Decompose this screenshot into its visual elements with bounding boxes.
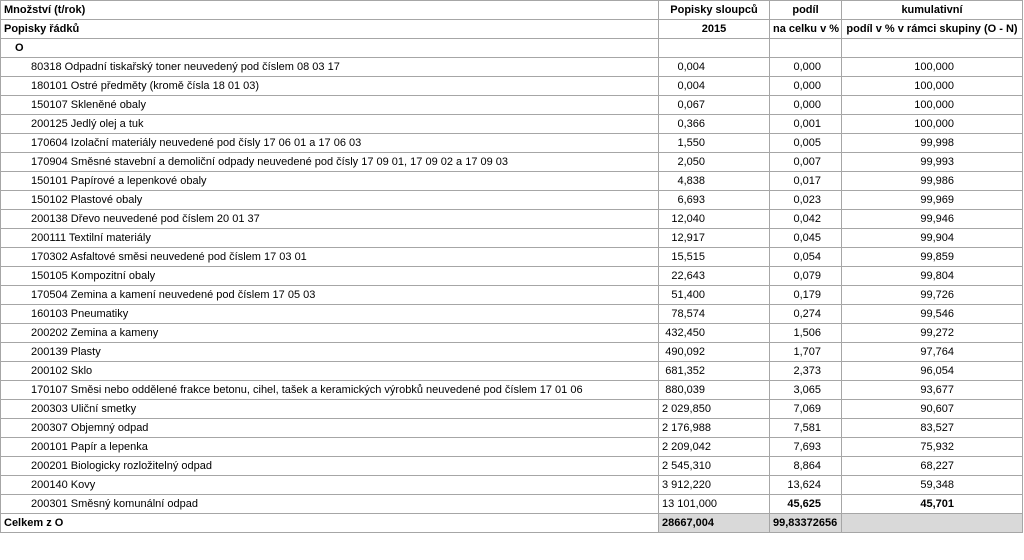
row-label-cell[interactable]: 150105 Kompozitní obaly: [1, 267, 659, 286]
total-row: [1, 514, 1023, 533]
row-quantity-cell[interactable]: 2 029,850: [659, 400, 770, 419]
header-share-cell[interactable]: podíl: [770, 1, 842, 20]
row-share-cell[interactable]: 7,693: [770, 438, 842, 457]
table-row: [1, 324, 1023, 343]
row-label-cell[interactable]: 200125 Jedlý olej a tuk: [1, 115, 659, 134]
table-row: [1, 362, 1023, 381]
row-share-cell[interactable]: 0,179: [770, 286, 842, 305]
row-label-cell[interactable]: 200101 Papír a lepenka: [1, 438, 659, 457]
row-label-cell[interactable]: 200139 Plasty: [1, 343, 659, 362]
table-row: [1, 495, 1023, 514]
row-share-cell[interactable]: 1,707: [770, 343, 842, 362]
row-quantity-cell[interactable]: 880,039: [659, 381, 770, 400]
header-share-of-total-cell[interactable]: na celku v %: [770, 20, 842, 39]
table-row: [1, 229, 1023, 248]
row-cumulative-cell[interactable]: 90,607: [842, 400, 1023, 419]
row-share-cell[interactable]: 0,274: [770, 305, 842, 324]
row-cumulative-cell[interactable]: 99,859: [842, 248, 1023, 267]
table-row: [1, 419, 1023, 438]
row-share-cell[interactable]: 0,000: [770, 58, 842, 77]
header-quantity-cell[interactable]: Množství (t/rok): [1, 1, 659, 20]
row-label-cell[interactable]: 180101 Ostré předměty (kromě čísla 18 01 03): [1, 77, 659, 96]
row-label-cell[interactable]: 150102 Plastové obaly: [1, 191, 659, 210]
group-row: [1, 39, 1023, 58]
row-label-cell[interactable]: 200140 Kovy: [1, 476, 659, 495]
row-share-cell[interactable]: 0,054: [770, 248, 842, 267]
header-year-cell[interactable]: 2015: [659, 20, 770, 39]
row-share-cell[interactable]: 0,023: [770, 191, 842, 210]
row-label-cell[interactable]: 200202 Zemina a kameny: [1, 324, 659, 343]
row-cumulative-cell[interactable]: 99,272: [842, 324, 1023, 343]
table-row: [1, 286, 1023, 305]
row-cumulative-cell[interactable]: 99,993: [842, 153, 1023, 172]
row-label-cell[interactable]: 170504 Zemina a kamení neuvedené pod číslem 17 05 03: [1, 286, 659, 305]
table-row: [1, 305, 1023, 324]
row-quantity-cell[interactable]: 3 912,220: [659, 476, 770, 495]
row-label-cell[interactable]: 200102 Sklo: [1, 362, 659, 381]
table-row: [1, 476, 1023, 495]
row-cumulative-cell[interactable]: 99,904: [842, 229, 1023, 248]
row-cumulative-cell[interactable]: 99,998: [842, 134, 1023, 153]
row-cumulative-cell[interactable]: 99,546: [842, 305, 1023, 324]
row-share-cell[interactable]: 7,069: [770, 400, 842, 419]
group-empty-cell[interactable]: [842, 39, 1023, 58]
row-quantity-cell[interactable]: 2 209,042: [659, 438, 770, 457]
row-cumulative-cell[interactable]: 100,000: [842, 115, 1023, 134]
row-quantity-cell[interactable]: 2,050: [659, 153, 770, 172]
row-quantity-cell[interactable]: 4,838: [659, 172, 770, 191]
row-quantity-cell[interactable]: 2 545,310: [659, 457, 770, 476]
row-label-cell[interactable]: 200111 Textilní materiály: [1, 229, 659, 248]
table-row: [1, 77, 1023, 96]
header-cumulative-share-cell[interactable]: podíl v % v rámci skupiny (O - N): [842, 20, 1023, 39]
row-label-cell[interactable]: 170107 Směsi nebo oddělené frakce betonu, cihel, tašek a keramických výrobků neuvedené pod číslem 17 01 06: [1, 381, 659, 400]
table-row: [1, 115, 1023, 134]
row-share-cell[interactable]: 0,017: [770, 172, 842, 191]
table-row: [1, 153, 1023, 172]
table-row: [1, 343, 1023, 362]
row-quantity-cell[interactable]: 681,352: [659, 362, 770, 381]
header-row-2: [1, 20, 1023, 39]
row-quantity-cell[interactable]: 432,450: [659, 324, 770, 343]
table-row: [1, 191, 1023, 210]
row-label-cell[interactable]: 150101 Papírové a lepenkové obaly: [1, 172, 659, 191]
row-cumulative-cell[interactable]: 100,000: [842, 96, 1023, 115]
row-label-cell[interactable]: 200301 Směsný komunální odpad: [1, 495, 659, 514]
header-row-1: [1, 1, 1023, 20]
row-share-cell[interactable]: 0,000: [770, 77, 842, 96]
row-share-cell[interactable]: 0,005: [770, 134, 842, 153]
table-row: [1, 267, 1023, 286]
row-cumulative-cell[interactable]: 75,932: [842, 438, 1023, 457]
row-label-cell[interactable]: 150107 Skleněné obaly: [1, 96, 659, 115]
group-empty-cell[interactable]: [659, 39, 770, 58]
row-cumulative-cell[interactable]: 99,726: [842, 286, 1023, 305]
total-share-cell[interactable]: 99,83372656: [770, 514, 842, 533]
row-label-cell[interactable]: 170604 Izolační materiály neuvedené pod čísly 17 06 01 a 17 06 03: [1, 134, 659, 153]
table-row: [1, 96, 1023, 115]
header-column-labels-cell[interactable]: Popisky sloupců: [659, 1, 770, 20]
header-row-labels-cell[interactable]: Popisky řádků: [1, 20, 659, 39]
row-share-cell[interactable]: 0,007: [770, 153, 842, 172]
row-cumulative-cell[interactable]: 96,054: [842, 362, 1023, 381]
row-share-cell[interactable]: 0,001: [770, 115, 842, 134]
row-label-cell[interactable]: 200307 Objemný odpad: [1, 419, 659, 438]
row-share-cell[interactable]: 2,373: [770, 362, 842, 381]
row-cumulative-cell[interactable]: 97,764: [842, 343, 1023, 362]
row-share-cell[interactable]: 7,581: [770, 419, 842, 438]
row-cumulative-cell[interactable]: 93,677: [842, 381, 1023, 400]
row-label-cell[interactable]: 170904 Směsné stavební a demoliční odpady neuvedené pod čísly 17 09 01, 17 09 02 a 17 09 03: [1, 153, 659, 172]
row-cumulative-cell[interactable]: 100,000: [842, 77, 1023, 96]
row-quantity-cell[interactable]: 12,040: [659, 210, 770, 229]
total-empty-cell[interactable]: [842, 514, 1023, 533]
group-empty-cell[interactable]: [770, 39, 842, 58]
row-cumulative-cell[interactable]: 68,227: [842, 457, 1023, 476]
header-cumulative-cell[interactable]: kumulativní: [842, 1, 1023, 20]
row-quantity-cell[interactable]: 51,400: [659, 286, 770, 305]
table-row: [1, 172, 1023, 191]
row-label-cell[interactable]: 200201 Biologicky rozložitelný odpad: [1, 457, 659, 476]
row-share-cell[interactable]: 0,042: [770, 210, 842, 229]
row-cumulative-cell[interactable]: 45,701: [842, 495, 1023, 514]
row-share-cell[interactable]: 0,045: [770, 229, 842, 248]
row-cumulative-cell[interactable]: 83,527: [842, 419, 1023, 438]
group-label-cell[interactable]: O: [1, 39, 659, 58]
row-quantity-cell[interactable]: 22,643: [659, 267, 770, 286]
row-quantity-cell[interactable]: 2 176,988: [659, 419, 770, 438]
table-row: [1, 58, 1023, 77]
table-row: [1, 134, 1023, 153]
row-share-cell[interactable]: 1,506: [770, 324, 842, 343]
row-cumulative-cell[interactable]: 59,348: [842, 476, 1023, 495]
row-cumulative-cell[interactable]: 99,804: [842, 267, 1023, 286]
row-quantity-cell[interactable]: 0,004: [659, 77, 770, 96]
row-quantity-cell[interactable]: 1,550: [659, 134, 770, 153]
row-cumulative-cell[interactable]: 99,946: [842, 210, 1023, 229]
row-quantity-cell[interactable]: 13 101,000: [659, 495, 770, 514]
table-row: [1, 438, 1023, 457]
row-label-cell[interactable]: 160103 Pneumatiky: [1, 305, 659, 324]
row-label-cell[interactable]: 170302 Asfaltové směsi neuvedené pod číslem 17 03 01: [1, 248, 659, 267]
row-quantity-cell[interactable]: 0,067: [659, 96, 770, 115]
row-share-cell[interactable]: 45,625: [770, 495, 842, 514]
row-label-cell[interactable]: 200138 Dřevo neuvedené pod číslem 20 01 37: [1, 210, 659, 229]
row-share-cell[interactable]: 8,864: [770, 457, 842, 476]
row-cumulative-cell[interactable]: 99,969: [842, 191, 1023, 210]
row-share-cell[interactable]: 3,065: [770, 381, 842, 400]
row-quantity-cell[interactable]: 0,004: [659, 58, 770, 77]
row-quantity-cell[interactable]: 6,693: [659, 191, 770, 210]
row-label-cell[interactable]: 200303 Uliční smetky: [1, 400, 659, 419]
row-share-cell[interactable]: 13,624: [770, 476, 842, 495]
row-quantity-cell[interactable]: 12,917: [659, 229, 770, 248]
table-row: [1, 210, 1023, 229]
row-label-cell[interactable]: 80318 Odpadní tiskařský toner neuvedený pod číslem 08 03 17: [1, 58, 659, 77]
table-row: [1, 400, 1023, 419]
row-cumulative-cell[interactable]: 100,000: [842, 58, 1023, 77]
total-quantity-cell[interactable]: 28667,004: [659, 514, 770, 533]
row-share-cell[interactable]: 0,079: [770, 267, 842, 286]
table-row: [1, 248, 1023, 267]
row-cumulative-cell[interactable]: 99,986: [842, 172, 1023, 191]
row-quantity-cell[interactable]: 0,366: [659, 115, 770, 134]
row-quantity-cell[interactable]: 15,515: [659, 248, 770, 267]
row-quantity-cell[interactable]: 78,574: [659, 305, 770, 324]
table-row: [1, 457, 1023, 476]
row-quantity-cell[interactable]: 490,092: [659, 343, 770, 362]
table-row: [1, 381, 1023, 400]
total-label-cell[interactable]: Celkem z O: [1, 514, 659, 533]
row-share-cell[interactable]: 0,000: [770, 96, 842, 115]
